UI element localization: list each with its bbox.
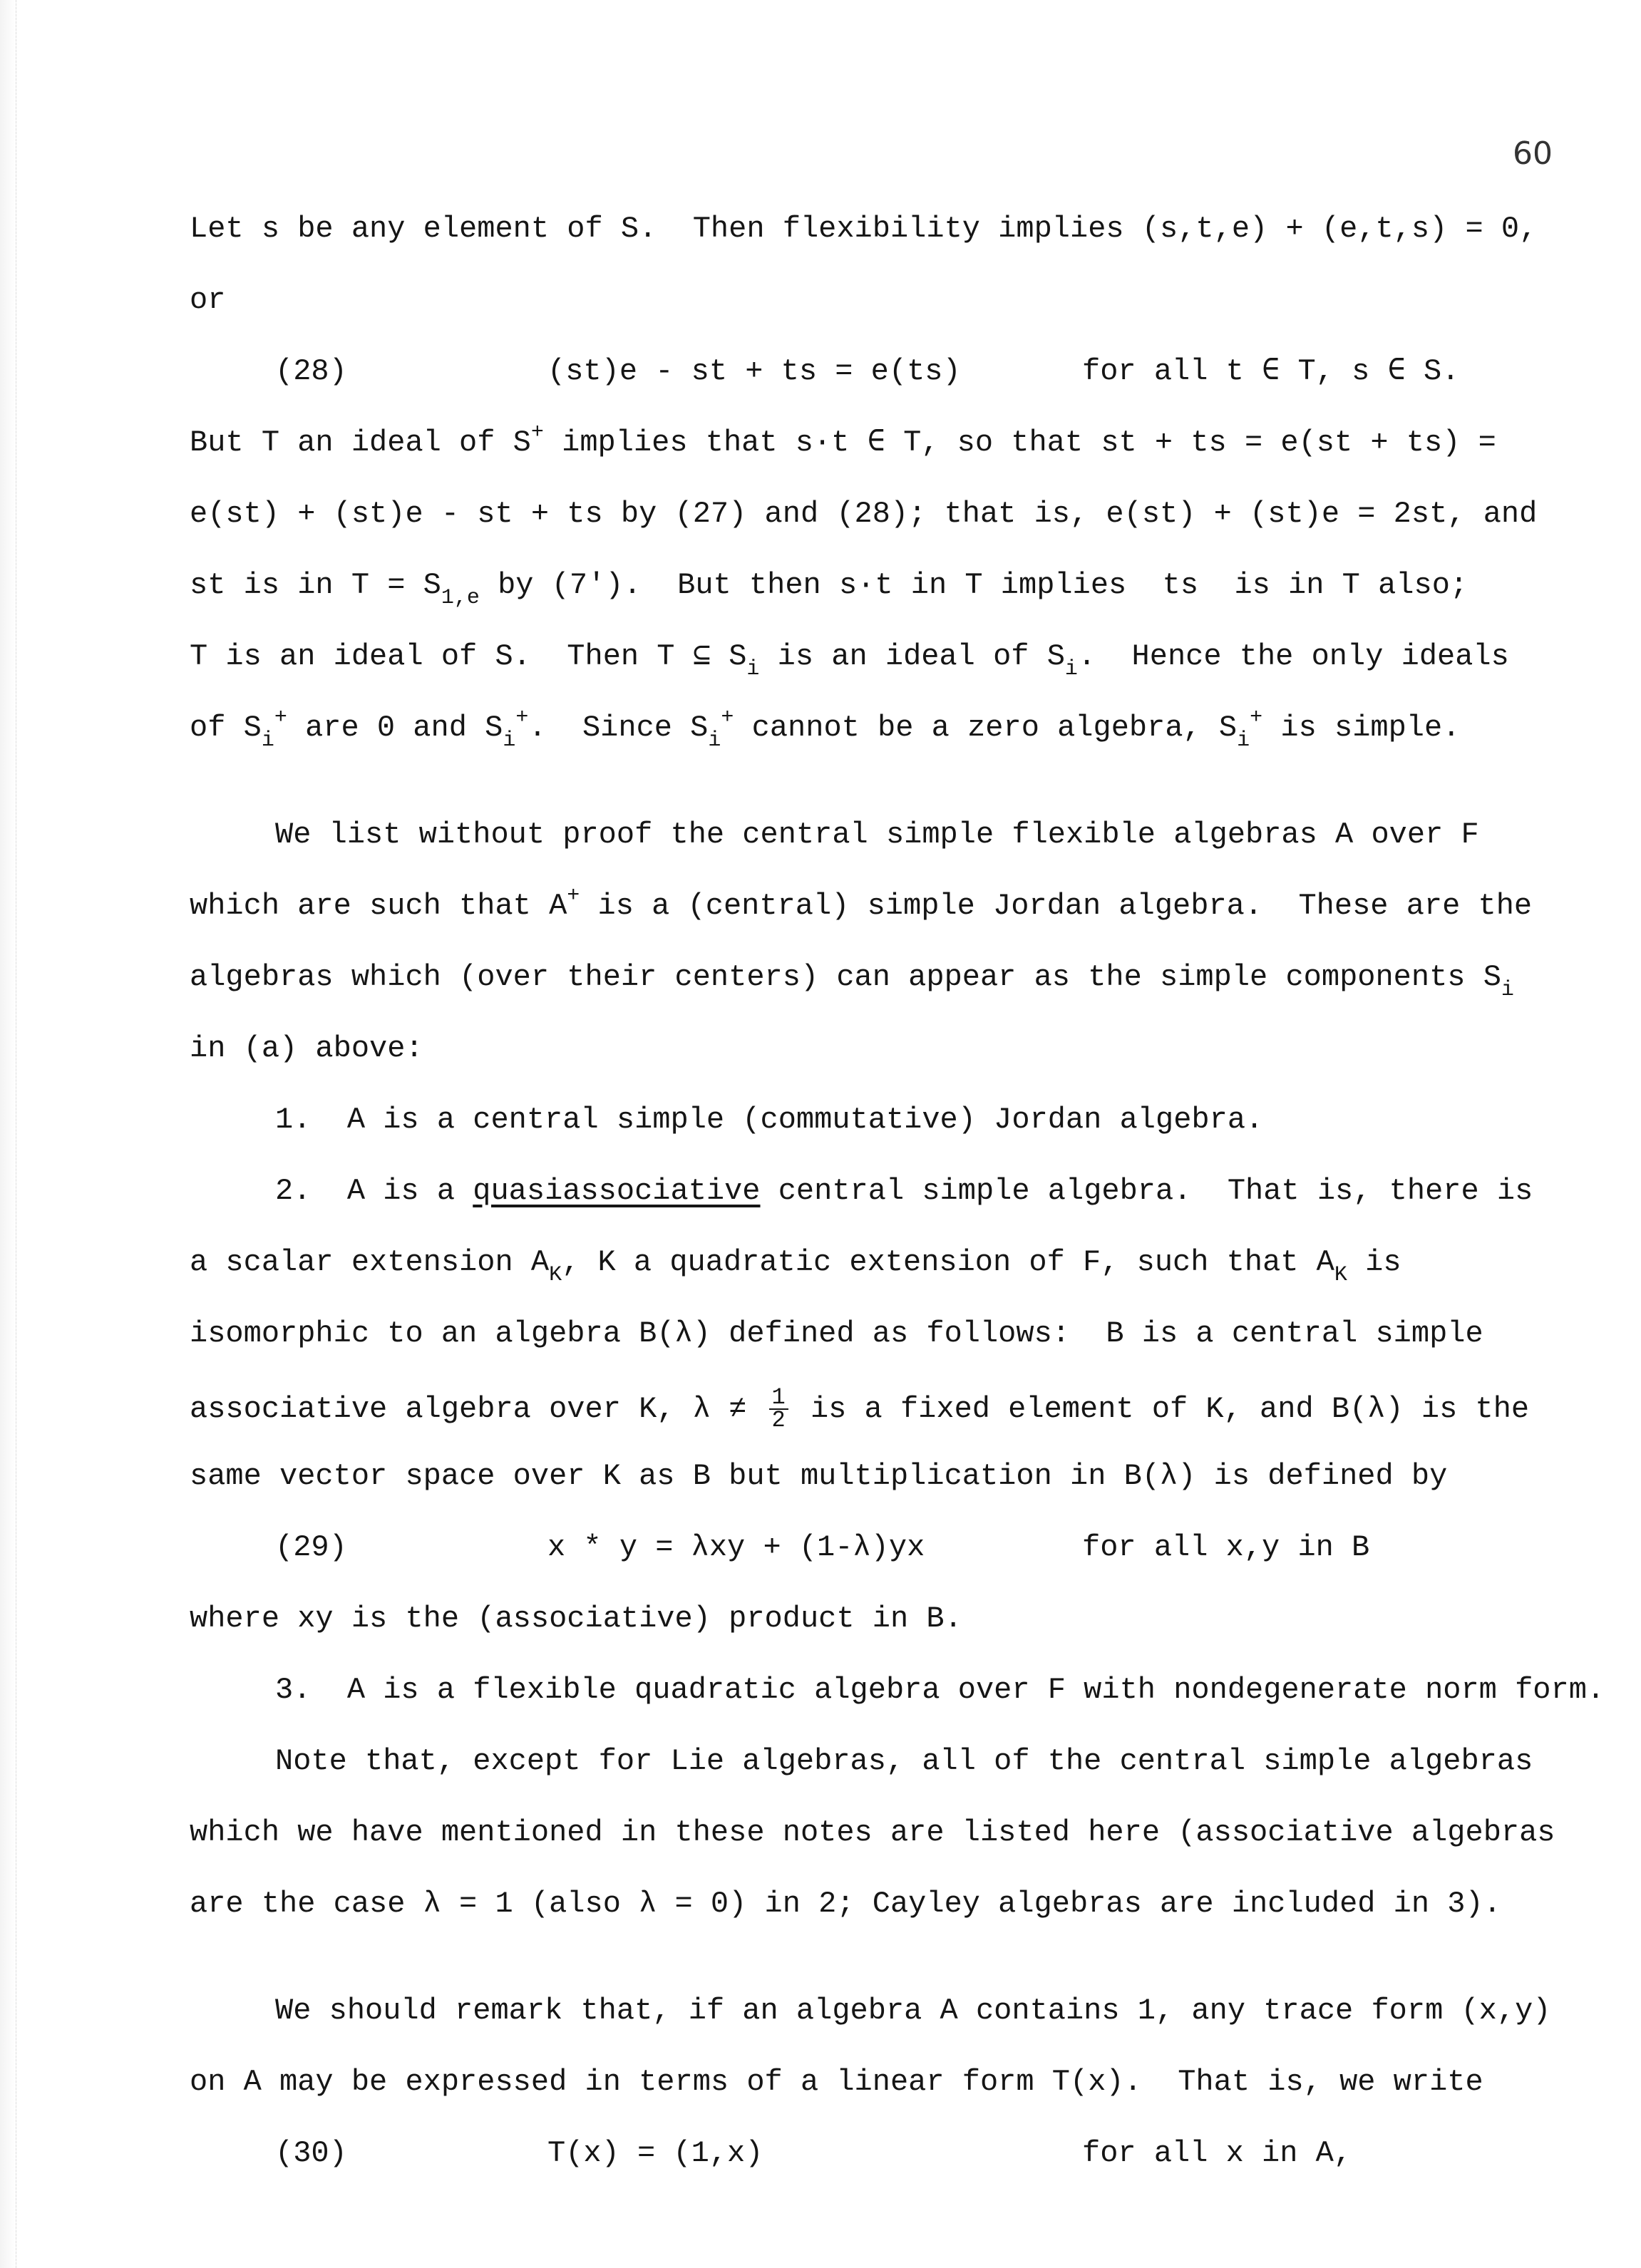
text-line: which we have mentioned in these notes are listed here (associative algebras — [190, 1815, 1555, 1850]
equation-label: (29) — [275, 1530, 347, 1565]
equation-formula: T(x) = (1,x) — [547, 2136, 763, 2170]
list-item: 2. A is a quasiassociative central simple algebra. That is, there is — [275, 1174, 1533, 1208]
list-item: 3. A is a flexible quadratic algebra over F with nondegenerate norm form. — [275, 1673, 1605, 1707]
text-line: in (a) above: — [190, 1031, 423, 1066]
equation-condition: for all x,y in B — [1082, 1530, 1370, 1565]
text-line: e(st) + (st)e - st + ts by (27) and (28); that is, e(st) + (st)e = 2st, and — [190, 497, 1538, 531]
text-line: Note that, except for Lie algebras, all of the central simple algebras — [275, 1744, 1533, 1778]
text-line: We should remark that, if an algebra A contains 1, any trace form (x,y) — [275, 1994, 1551, 2028]
equation-condition: for all x in A, — [1082, 2136, 1352, 2170]
list-item: 1. A is a central simple (commutative) Jordan algebra. — [275, 1103, 1264, 1137]
text-line: a scalar extension $A_K$, K a quadratic extension of F, such that $A_K$ is — [190, 1245, 1401, 1287]
equation-formula: (st)e - st + ts = e(ts) — [547, 354, 961, 388]
text-line: algebras which (over their centers) can appear as the simple components $S_i$ — [190, 960, 1514, 1002]
fraction: $\frac{1}{2}$ — [769, 1387, 788, 1431]
scan-edge — [0, 0, 16, 2268]
text-line: But T an ideal of S+ implies that s·t ∈ T, so that st + ts = e(st + ts) = — [190, 421, 1496, 460]
page-number: 60 — [1513, 135, 1553, 172]
equation-formula: x * y = λxy + (1-λ)yx — [547, 1530, 925, 1565]
text-line: T is an ideal of S. Then T ⊆ $S_i$ is an ideal of $S_i$. Hence the only ideals — [190, 639, 1509, 681]
text-line: which are such that A+ is a (central) simple Jordan algebra. These are the — [190, 884, 1533, 923]
text-line: Let s be any element of S. Then flexibility implies (s,t,e) + (e,t,s) = 0, — [190, 212, 1538, 246]
text-line: of $S_i^+$ are 0 and $S_i^+$. Since $S_i^+$ cannot be a zero algebra, $S_i^+$ is simple. — [190, 706, 1461, 753]
text-line: We list without proof the central simple flexible algebras A over F — [275, 818, 1479, 852]
text-line: st is in $T = S_{1,e}$ by (7'). But then s·t in T implies ts is in T also; — [190, 568, 1468, 610]
text-line: associative algebra over K, λ ≠ $\frac{1}{2}$ is a fixed element of K, and B(λ) is the — [190, 1384, 1530, 1433]
equation-label: (28) — [275, 354, 347, 388]
text-line: where xy is the (associative) product in B. — [190, 1602, 962, 1636]
equation-label: (30) — [275, 2136, 347, 2170]
equation-condition: for all t ∈ T, s ∈ S. — [1082, 354, 1460, 388]
text-line: or — [190, 283, 226, 317]
text-line: are the case λ = 1 (also λ = 0) in 2; Cayley algebras are included in 3). — [190, 1887, 1501, 1921]
text-line: same vector space over K as B but multiplication in B(λ) is defined by — [190, 1459, 1448, 1493]
text-line: on A may be expressed in terms of a linear form T(x). That is, we write — [190, 2065, 1483, 2099]
text-line: isomorphic to an algebra B(λ) defined as follows: B is a central simple — [190, 1316, 1483, 1351]
